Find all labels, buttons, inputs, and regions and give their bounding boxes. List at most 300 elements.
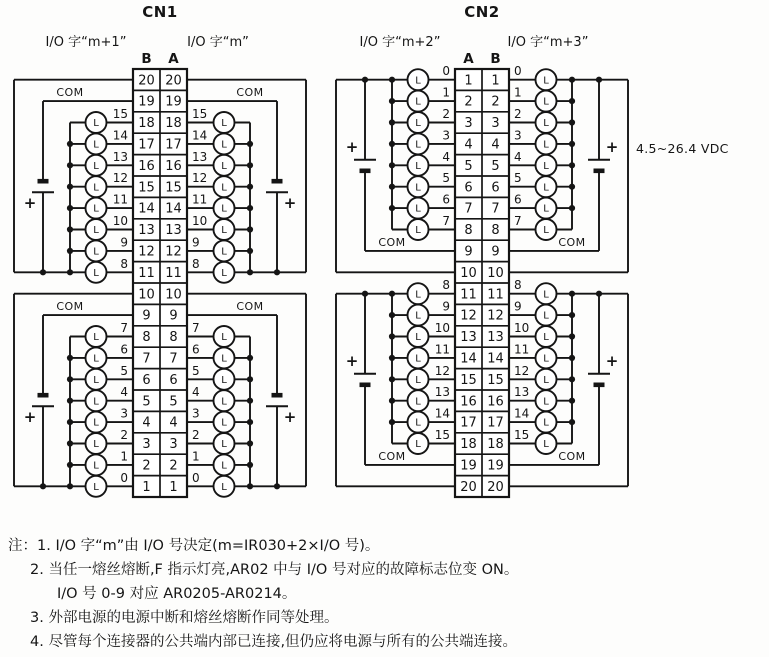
junction-dot	[40, 269, 46, 275]
load-lamp-letter: L	[543, 289, 549, 301]
load-number-label: 10	[192, 214, 208, 228]
junction-dot	[67, 355, 73, 361]
load-number-label: 2	[442, 107, 450, 121]
terminal-number: 10	[165, 287, 182, 303]
load-number-label: 10	[434, 321, 450, 335]
terminal-number: 4	[169, 415, 178, 431]
terminal-number: 15	[487, 372, 504, 388]
terminal-number: 16	[460, 394, 477, 410]
terminal-number: 13	[487, 330, 504, 346]
junction-dot	[247, 376, 253, 382]
junction-dot	[67, 462, 73, 468]
com-label: COM	[56, 300, 84, 314]
load-number-label: 7	[442, 214, 450, 228]
load-lamp-letter: L	[221, 460, 227, 472]
load-number-label: 14	[434, 406, 450, 421]
junction-dot	[389, 398, 395, 404]
junction-dot	[274, 269, 280, 275]
terminal-number: 14	[138, 201, 155, 217]
terminal-number: 2	[142, 458, 151, 474]
load-lamp-letter: L	[543, 139, 549, 151]
battery-plus-label: +	[605, 137, 619, 156]
junction-dot	[67, 398, 73, 404]
load-lamp-letter: L	[543, 75, 549, 87]
terminal-number: 16	[165, 158, 182, 174]
terminal-number: 16	[138, 158, 155, 174]
terminal-number: 12	[460, 308, 477, 324]
load-number-label: 15	[434, 428, 450, 442]
terminal-number: 2	[169, 458, 178, 474]
load-lamp-letter: L	[415, 310, 421, 322]
load-lamp-letter: L	[93, 481, 99, 493]
load-number-label: 15	[192, 107, 208, 121]
terminal-number: 17	[165, 137, 182, 153]
load-lamp-letter: L	[93, 267, 99, 279]
column-header: A	[463, 51, 474, 67]
load-lamp-letter: L	[93, 246, 99, 258]
load-lamp-letter: L	[221, 481, 227, 493]
battery-plus-label: +	[283, 194, 297, 213]
terminal-number: 17	[138, 137, 155, 153]
column-header: B	[490, 51, 501, 67]
terminal-number: 10	[138, 287, 155, 303]
load-lamp-letter: L	[221, 118, 227, 130]
junction-dot	[569, 205, 575, 211]
load-lamp-letter: L	[221, 439, 227, 451]
junction-dot	[247, 162, 253, 168]
load-lamp-letter: L	[93, 203, 99, 215]
junction-dot	[362, 291, 368, 297]
junction-dot	[389, 291, 395, 297]
junction-dot	[67, 419, 73, 425]
load-lamp-letter: L	[221, 182, 227, 194]
junction-dot	[40, 483, 46, 489]
terminal-number: 13	[138, 223, 155, 239]
junction-dot	[247, 184, 253, 190]
terminal-number: 7	[142, 351, 151, 367]
load-number-label: 4	[442, 149, 450, 164]
terminal-number: 5	[464, 158, 473, 174]
load-lamp-letter: L	[543, 439, 549, 451]
battery-plus-label: +	[283, 408, 297, 427]
junction-dot	[274, 483, 280, 489]
load-lamp-letter: L	[93, 396, 99, 408]
load-number-label: 13	[514, 385, 530, 400]
load-lamp-letter: L	[221, 374, 227, 386]
terminal-number: 11	[138, 265, 155, 281]
load-lamp-letter: L	[415, 396, 421, 408]
terminal-number: 2	[464, 94, 473, 110]
load-number-label: 7	[514, 214, 522, 228]
terminal-number: 7	[169, 351, 178, 367]
terminal-number: 6	[491, 180, 500, 196]
load-number-label: 1	[514, 85, 522, 100]
terminal-number: 19	[487, 458, 504, 474]
junction-dot	[247, 419, 253, 425]
voltage-range-label: 4.5~26.4 VDC	[636, 141, 729, 156]
load-number-label: 12	[192, 171, 208, 186]
junction-dot	[247, 355, 253, 361]
junction-dot	[247, 462, 253, 468]
load-lamp-letter: L	[415, 417, 421, 429]
load-lamp-letter: L	[543, 332, 549, 344]
load-number-label: 11	[514, 342, 530, 357]
terminal-number: 9	[142, 308, 151, 324]
terminal-number: 12	[138, 244, 155, 260]
load-number-label: 6	[192, 342, 200, 357]
terminal-number: 2	[491, 94, 500, 110]
load-number-label: 2	[120, 428, 128, 442]
com-label: COM	[558, 449, 586, 463]
load-lamp-letter: L	[543, 182, 549, 194]
load-lamp-letter: L	[221, 246, 227, 258]
junction-dot	[67, 376, 73, 382]
load-number-label: 9	[120, 235, 128, 250]
load-number-label: 0	[442, 64, 450, 79]
terminal-number: 9	[464, 244, 473, 260]
junction-dot	[362, 77, 368, 83]
junction-dot	[569, 141, 575, 147]
terminal-number: 6	[464, 180, 473, 196]
load-lamp-letter: L	[93, 460, 99, 472]
junction-dot	[67, 205, 73, 211]
terminal-number: 18	[487, 437, 504, 453]
load-lamp-letter: L	[415, 203, 421, 215]
terminal-number: 5	[491, 158, 500, 174]
load-number-label: 2	[192, 428, 200, 442]
junction-dot	[389, 162, 395, 168]
terminal-number: 13	[165, 223, 182, 239]
load-number-label: 4	[120, 385, 128, 400]
load-number-label: 3	[442, 128, 450, 143]
load-lamp-letter: L	[415, 353, 421, 365]
battery-plus-label: +	[345, 137, 359, 156]
junction-dot	[569, 184, 575, 190]
junction-dot	[247, 398, 253, 404]
junction-dot	[596, 77, 602, 83]
load-lamp-letter: L	[93, 160, 99, 172]
terminal-number: 10	[487, 265, 504, 281]
load-lamp-letter: L	[415, 96, 421, 108]
load-number-label: 4	[192, 385, 200, 400]
junction-dot	[389, 205, 395, 211]
load-lamp-letter: L	[415, 75, 421, 87]
load-lamp-letter: L	[221, 267, 227, 279]
load-lamp-letter: L	[221, 332, 227, 344]
terminal-number: 16	[487, 394, 504, 410]
load-number-label: 1	[192, 449, 200, 464]
junction-dot	[389, 98, 395, 104]
load-number-label: 13	[434, 385, 450, 400]
load-number-label: 7	[192, 321, 200, 335]
note-line-2: 2. 当任一熔丝熔断,F 指示灯亮,AR02 中与 I/O 号对应的故障标志位变 ON。	[30, 562, 519, 578]
load-number-label: 1	[442, 85, 450, 100]
load-lamp-letter: L	[93, 118, 99, 130]
load-number-label: 14	[112, 128, 128, 143]
load-number-label: 3	[120, 406, 128, 421]
load-number-label: 3	[514, 128, 522, 143]
load-number-label: 3	[192, 406, 200, 421]
load-number-label: 0	[120, 470, 128, 485]
terminal-number: 20	[165, 73, 182, 89]
load-lamp-letter: L	[543, 396, 549, 408]
load-number-label: 11	[434, 342, 450, 357]
battery-plus-label: +	[23, 408, 37, 427]
terminal-number: 14	[165, 201, 182, 217]
load-lamp-letter: L	[543, 353, 549, 365]
junction-dot	[67, 162, 73, 168]
terminal-number: 19	[165, 94, 182, 110]
terminal-number: 7	[464, 201, 473, 217]
junction-dot	[389, 333, 395, 339]
load-number-label: 7	[120, 321, 128, 335]
note-line-4: 3. 外部电源的电源中断和熔丝熔断作同等处理。	[30, 610, 339, 626]
terminal-number: 11	[487, 287, 504, 303]
terminal-number: 20	[138, 73, 155, 89]
load-lamp-letter: L	[543, 225, 549, 237]
load-number-label: 0	[514, 64, 522, 79]
load-lamp-letter: L	[221, 417, 227, 429]
terminal-number: 4	[491, 137, 500, 153]
terminal-number: 20	[460, 479, 477, 495]
junction-dot	[569, 77, 575, 83]
junction-dot	[389, 141, 395, 147]
load-lamp-letter: L	[415, 289, 421, 301]
load-lamp-letter: L	[543, 118, 549, 130]
com-label: COM	[56, 86, 84, 100]
terminal-number: 4	[142, 415, 151, 431]
junction-dot	[569, 119, 575, 125]
terminal-number: 14	[460, 351, 477, 367]
junction-dot	[247, 269, 253, 275]
load-number-label: 9	[192, 235, 200, 250]
terminal-number: 1	[142, 479, 151, 495]
terminal-number: 13	[460, 330, 477, 346]
load-number-label: 9	[514, 299, 522, 314]
load-number-label: 10	[514, 321, 530, 335]
load-lamp-letter: L	[415, 374, 421, 386]
terminal-number: 18	[165, 116, 182, 132]
terminal-number: 9	[169, 308, 178, 324]
terminal-number: 14	[487, 351, 504, 367]
load-lamp-letter: L	[221, 139, 227, 151]
junction-dot	[569, 291, 575, 297]
column-header: A	[168, 51, 179, 67]
terminal-number: 19	[460, 458, 477, 474]
load-lamp-letter: L	[415, 118, 421, 130]
terminal-number: 1	[464, 73, 473, 89]
junction-dot	[569, 312, 575, 318]
load-number-label: 2	[514, 107, 522, 121]
terminal-number: 3	[491, 116, 500, 132]
load-lamp-letter: L	[93, 439, 99, 451]
terminal-number: 12	[487, 308, 504, 324]
junction-dot	[569, 419, 575, 425]
load-lamp-letter: L	[543, 160, 549, 172]
junction-dot	[67, 141, 73, 147]
battery-plus-label: +	[345, 351, 359, 370]
junction-dot	[67, 483, 73, 489]
load-lamp-letter: L	[93, 417, 99, 429]
load-number-label: 5	[514, 171, 522, 186]
load-number-label: 5	[120, 363, 128, 378]
junction-dot	[596, 291, 602, 297]
load-number-label: 6	[442, 192, 450, 207]
load-number-label: 15	[112, 107, 128, 121]
load-lamp-letter: L	[93, 353, 99, 365]
junction-dot	[389, 419, 395, 425]
io-word-label-cn1-left: I/O 字“m+1”	[45, 35, 127, 50]
load-lamp-letter: L	[543, 374, 549, 386]
load-number-label: 11	[192, 192, 208, 207]
terminal-number: 9	[491, 244, 500, 260]
terminal-number: 17	[460, 415, 477, 431]
junction-dot	[389, 184, 395, 190]
connector-title-cn2: CN2	[464, 3, 500, 21]
com-label: COM	[558, 235, 586, 249]
terminal-number: 6	[142, 372, 151, 388]
load-number-label: 5	[442, 171, 450, 186]
column-header: B	[141, 51, 152, 67]
load-number-label: 10	[112, 214, 128, 228]
com-label: COM	[236, 86, 264, 100]
terminal-number: 3	[142, 437, 151, 453]
load-lamp-letter: L	[221, 396, 227, 408]
terminal-number: 12	[165, 244, 182, 260]
load-lamp-letter: L	[543, 96, 549, 108]
notes-block	[0, 534, 769, 654]
junction-dot	[389, 119, 395, 125]
junction-dot	[67, 440, 73, 446]
io-word-label-cn2-right: I/O 字“m+3”	[507, 35, 589, 50]
load-lamp-letter: L	[543, 417, 549, 429]
load-lamp-letter: L	[543, 203, 549, 215]
junction-dot	[247, 141, 253, 147]
load-lamp-letter: L	[415, 225, 421, 237]
load-lamp-letter: L	[93, 182, 99, 194]
load-lamp-letter: L	[221, 160, 227, 172]
junction-dot	[389, 376, 395, 382]
terminal-number: 17	[487, 415, 504, 431]
terminal-number: 1	[491, 73, 500, 89]
junction-dot	[569, 355, 575, 361]
connector-title-cn1: CN1	[142, 3, 178, 21]
junction-dot	[389, 312, 395, 318]
terminal-number: 6	[169, 372, 178, 388]
junction-dot	[247, 226, 253, 232]
load-number-label: 8	[120, 256, 128, 271]
junction-dot	[569, 376, 575, 382]
junction-dot	[389, 77, 395, 83]
load-number-label: 8	[514, 278, 522, 293]
terminal-number: 8	[464, 223, 473, 239]
load-number-label: 6	[120, 342, 128, 357]
load-number-label: 6	[514, 192, 522, 207]
load-number-label: 11	[112, 192, 128, 207]
terminal-number: 3	[464, 116, 473, 132]
load-number-label: 0	[192, 470, 200, 485]
terminal-number: 18	[460, 437, 477, 453]
junction-dot	[67, 184, 73, 190]
load-number-label: 15	[514, 428, 530, 442]
battery-plus-label: +	[23, 194, 37, 213]
junction-dot	[247, 483, 253, 489]
terminal-number: 8	[142, 330, 151, 346]
note-line-3: I/O 号 0-9 对应 AR0205-AR0214。	[57, 586, 297, 602]
terminal-number: 20	[487, 479, 504, 495]
junction-dot	[247, 205, 253, 211]
load-number-label: 5	[192, 363, 200, 378]
terminal-number: 11	[165, 265, 182, 281]
terminal-number: 3	[169, 437, 178, 453]
load-number-label: 14	[192, 128, 208, 143]
junction-dot	[247, 440, 253, 446]
load-lamp-letter: L	[221, 225, 227, 237]
load-lamp-letter: L	[543, 310, 549, 322]
load-lamp-letter: L	[415, 160, 421, 172]
load-lamp-letter: L	[415, 439, 421, 451]
com-label: COM	[236, 300, 264, 314]
battery-plus-label: +	[605, 351, 619, 370]
load-number-label: 1	[120, 449, 128, 464]
terminal-number: 4	[464, 137, 473, 153]
junction-dot	[569, 162, 575, 168]
load-lamp-letter: L	[93, 332, 99, 344]
load-number-label: 12	[434, 363, 450, 378]
junction-dot	[569, 333, 575, 339]
load-number-label: 9	[442, 299, 450, 314]
load-lamp-letter: L	[415, 182, 421, 194]
load-lamp-letter: L	[93, 225, 99, 237]
terminal-number: 5	[142, 394, 151, 410]
io-word-label-cn1-right: I/O 字“m”	[187, 35, 249, 50]
junction-dot	[67, 269, 73, 275]
junction-dot	[569, 98, 575, 104]
terminal-number: 1	[169, 479, 178, 495]
com-label: COM	[378, 235, 406, 249]
terminal-number: 8	[169, 330, 178, 346]
load-number-label: 8	[442, 278, 450, 293]
terminal-number: 19	[138, 94, 155, 110]
load-number-label: 12	[112, 171, 128, 186]
load-lamp-letter: L	[93, 374, 99, 386]
load-lamp-letter: L	[221, 353, 227, 365]
terminal-number: 15	[460, 372, 477, 388]
junction-dot	[67, 248, 73, 254]
load-lamp-letter: L	[415, 139, 421, 151]
junction-dot	[389, 355, 395, 361]
junction-dot	[569, 398, 575, 404]
load-lamp-letter: L	[415, 332, 421, 344]
terminal-number: 8	[491, 223, 500, 239]
load-lamp-letter: L	[93, 139, 99, 151]
terminal-number: 18	[138, 116, 155, 132]
load-number-label: 8	[192, 256, 200, 271]
terminal-number: 15	[138, 180, 155, 196]
load-number-label: 4	[514, 149, 522, 164]
load-lamp-letter: L	[221, 203, 227, 215]
terminal-number: 5	[169, 394, 178, 410]
com-label: COM	[378, 449, 406, 463]
terminal-number: 7	[491, 201, 500, 217]
load-number-label: 14	[514, 406, 530, 421]
terminal-number: 10	[460, 265, 477, 281]
junction-dot	[67, 226, 73, 232]
io-word-label-cn2-left: I/O 字“m+2”	[359, 35, 441, 50]
terminal-number: 11	[460, 287, 477, 303]
load-number-label: 12	[514, 363, 530, 378]
load-number-label: 13	[192, 149, 208, 164]
